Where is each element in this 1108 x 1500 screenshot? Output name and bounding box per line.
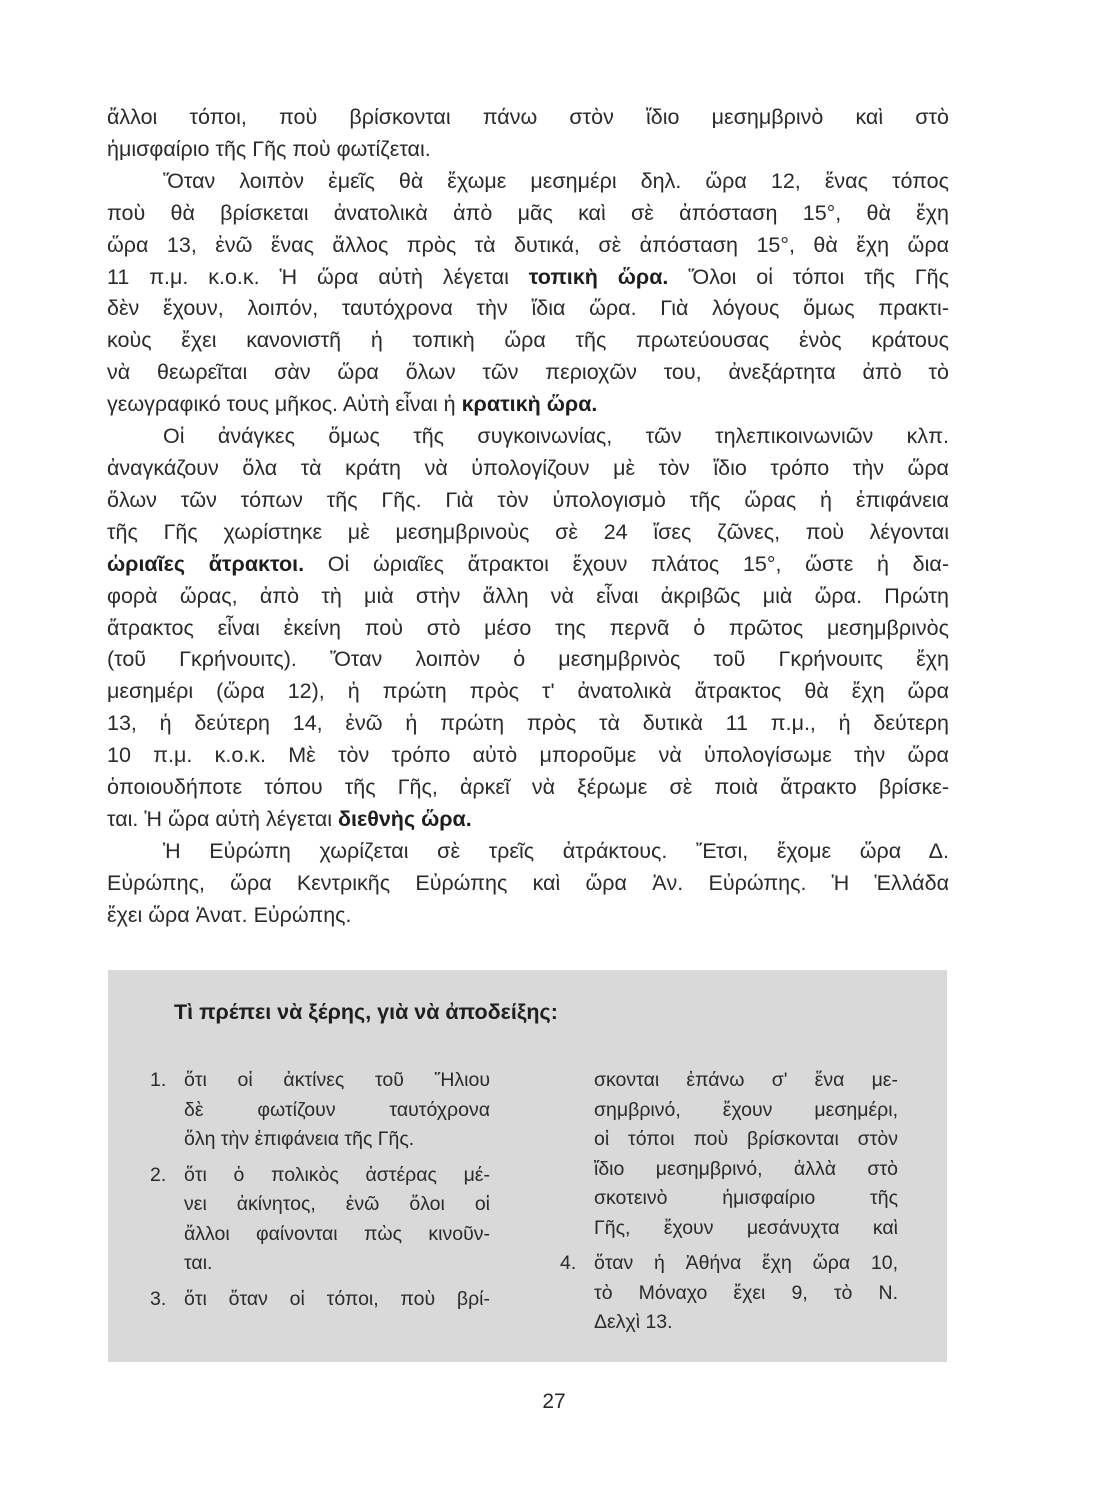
text-line: ὥρα 13, ἐνῶ ἕνας ἄλλος πρὸς τὰ δυτικά, σὲ ἀπόσταση 15°, θὰ ἔχη ὥρα <box>107 232 949 257</box>
summary-item-continuation <box>560 1066 898 1243</box>
text-line: Οἱ ἀνάγκες ὅμως τῆς συγκοινωνίας, τῶν τηλεπικοινωνιῶν κλπ. <box>163 424 949 449</box>
text-line: κοὺς ἔχει κανονιστῆ ἡ τοπικὴ ὥρα τῆς πρωτεύουσας ἑνὸς κράτους <box>107 328 949 353</box>
text-run: ται. Ἡ ὥρα αὐτὴ λέγεται <box>107 806 339 831</box>
summary-item <box>150 1066 490 1155</box>
body-text <box>107 102 949 932</box>
summary-column-right <box>560 1066 898 1344</box>
item-line: ὅλη τὴν ἐπιφάνεια τῆς Γῆς. <box>184 1128 415 1150</box>
summary-item <box>150 1161 490 1279</box>
summary-box-title: Τὶ πρέπει νὰ ξέρης, γιὰ νὰ ἀποδείξης: <box>174 1000 558 1024</box>
page-number: 27 <box>542 1390 566 1413</box>
text-line: ἔχει ὥρα Ἀνατ. Εὐρώπης. <box>107 902 352 927</box>
item-line: σημβρινό, ἔχουν μεσημέρι, <box>594 1098 898 1121</box>
item-number: 3. <box>150 1287 167 1310</box>
term-local-time: τοπικὴ ὥρα. <box>528 264 669 289</box>
term-international-time: διεθνὴς ὥρα. <box>338 806 472 831</box>
text-line: μεσημέρι (ὥρα 12), ἡ πρώτη πρὸς τ' ἀνατολικὰ ἄτρακτος θὰ ἔχη ὥρα <box>107 679 949 704</box>
term-time-zones: ὡριαῖες ἄτρακτοι. <box>107 551 305 576</box>
summary-box <box>108 970 947 1362</box>
item-number: 2. <box>150 1163 167 1186</box>
item-number: 4. <box>560 1252 577 1274</box>
text-line: 10 π.μ. κ.ο.κ. Μὲ τὸν τρόπο αὐτὸ μποροῦμε νὰ ὑπολογίσωμε τὴν ὥρα <box>107 743 949 768</box>
text-line: τῆς Γῆς χωρίστηκε μὲ μεσημβρινοὺς σὲ 24 ἴσες ζῶνες, ποὺ λέγονται <box>107 519 949 544</box>
text-run: 11 π.μ. κ.ο.κ. Ἡ ὥρα αὐτὴ λέγεται <box>107 264 529 289</box>
summary-item <box>560 1249 898 1338</box>
item-line: Δελχὶ 13. <box>594 1311 673 1333</box>
text-line <box>107 804 949 836</box>
text-line: Εὐρώπης, ὥρα Κεντρικῆς Εὐρώπης καὶ ὥρα Ἀν. Εὐρώπης. Ἡ Ἑλλάδα <box>107 870 949 895</box>
text-line: ἄτρακτος εἶναι ἐκείνη ποὺ στὸ μέσο της περνᾶ ὁ πρῶτος μεσημβρινὸς <box>107 615 949 640</box>
text-line <box>107 549 949 581</box>
item-line: Γῆς, ἔχουν μεσάνυχτα καὶ <box>594 1216 898 1239</box>
text-run: Ὅλοι οἱ τόποι τῆς Γῆς <box>668 264 949 289</box>
text-line <box>107 389 949 421</box>
text-line: φορὰ ὥρας, ἀπὸ τὴ μιὰ στὴν ἄλλη νὰ εἶναι ἀκριβῶς μιὰ ὥρα. Πρώτη <box>107 583 949 608</box>
text-line: ὁποιουδήποτε τόπου τῆς Γῆς, ἀρκεῖ νὰ ξέρωμε σὲ ποιὰ ἄτρακτο βρίσκε- <box>107 775 949 800</box>
text-line: ἡμισφαίριο τῆς Γῆς ποὺ φωτίζεται. <box>107 136 431 161</box>
text-line: ἄλλοι τόποι, ποὺ βρίσκονται πάνω στὸν ἴδιο μεσημβρινὸ καὶ στὸ <box>107 105 949 129</box>
summary-column-left <box>150 1066 490 1320</box>
text-run: γεωγραφικό τους μῆκος. Αὐτὴ εἶναι ἡ <box>107 392 462 417</box>
item-line: ὅτι ὅταν οἱ τόποι, ποὺ βρί- <box>184 1287 490 1310</box>
paragraph-4 <box>107 836 949 932</box>
text-line: δὲν ἔχουν, λοιπόν, ταυτόχρονα τὴν ἴδια ὥρα. Γιὰ λόγους ὅμως πρακτι- <box>107 296 949 321</box>
text-line: νὰ θεωρεῖται σὰν ὥρα ὅλων τῶν περιοχῶν του, ἀνεξάρτητα ἀπὸ τὸ <box>107 360 949 385</box>
summary-item <box>150 1285 490 1315</box>
text-run: Οἱ ὡριαῖες ἄτρακτοι ἔχουν πλάτος 15°, ὥστε ἡ δια- <box>304 551 949 576</box>
item-line: ἄλλοι φαίνονται πὼς κινοῦν- <box>184 1222 490 1245</box>
text-line: (τοῦ Γκρήνουιτς). Ὅταν λοιπὸν ὁ μεσημβρινὸς τοῦ Γκρήνουιτς ἔχη <box>107 647 949 672</box>
item-line: ἴδιο μεσημβρινό, ἀλλὰ στὸ <box>594 1157 898 1180</box>
item-number: 1. <box>150 1069 167 1091</box>
text-line <box>107 262 949 294</box>
text-line: 13, ἡ δεύτερη 14, ἐνῶ ἡ πρώτη πρὸς τὰ δυτικὰ 11 π.μ., ἡ δεύτερη <box>107 711 949 736</box>
item-line: ὅτι οἱ ἀκτίνες τοῦ Ἥλιου <box>184 1069 490 1091</box>
paragraph-1 <box>107 102 949 166</box>
term-state-time: κρατικὴ ὥρα. <box>461 392 598 417</box>
paragraph-3 <box>107 421 949 836</box>
paragraph-2 <box>107 166 949 421</box>
item-line: δὲ φωτίζουν ταυτόχρονα <box>184 1098 490 1121</box>
text-line: ὅλων τῶν τόπων τῆς Γῆς. Γιὰ τὸν ὑπολογισμὸ τῆς ὥρας ἡ ἐπιφάνεια <box>107 487 949 512</box>
item-line: ὅταν ἡ Ἀθήνα ἔχη ὥρα 10, <box>594 1252 898 1274</box>
item-line: οἱ τόποι ποὺ βρίσκονται στὸν <box>594 1128 898 1150</box>
item-line: νει ἀκίνητος, ἐνῶ ὅλοι οἱ <box>184 1193 490 1215</box>
text-line: ἀναγκάζουν ὅλα τὰ κράτη νὰ ὑπολογίζουν μὲ τὸν ἴδιο τρόπο τὴν ὥρα <box>107 455 949 480</box>
text-line: ποὺ θὰ βρίσκεται ἀνατολικὰ ἀπὸ μᾶς καὶ σὲ ἀπόσταση 15°, θὰ ἔχη <box>107 200 949 225</box>
item-line: τὸ Μόναχο ἔχει 9, τὸ Ν. <box>594 1281 898 1304</box>
text-line: Ἡ Εὐρώπη χωρίζεται σὲ τρεῖς ἀτράκτους. Ἔτσι, ἔχομε ὥρα Δ. <box>163 838 949 863</box>
item-line: ται. <box>184 1252 213 1274</box>
text-line: Ὅταν λοιπὸν ἐμεῖς θὰ ἔχωμε μεσημέρι δηλ. ὥρα 12, ἕνας τόπος <box>163 168 949 193</box>
item-line: ὅτι ὁ πολικὸς ἀστέρας μέ- <box>184 1163 490 1186</box>
item-line: σκονται ἐπάνω σ' ἕνα με- <box>594 1069 898 1091</box>
item-line: σκοτεινὸ ἡμισφαίριο τῆς <box>594 1187 898 1209</box>
